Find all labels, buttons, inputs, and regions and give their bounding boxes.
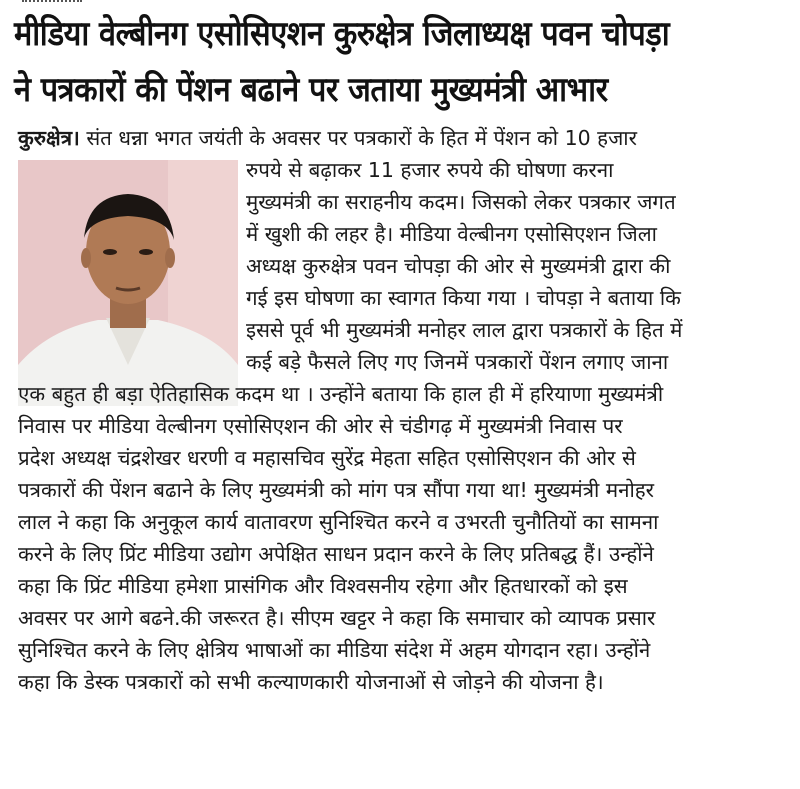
body-line-3: मुख्यमंत्री का सराहनीय कदम। जिसको लेकर पत्रकार जगत	[246, 190, 676, 214]
headline	[14, 6, 716, 118]
body-line-4: में खुशी की लहर है। मीडिया वेल्बीनग एसोसिएशन जिला	[246, 222, 657, 246]
body-text: संत धन्ना भगत जयंती के अवसर पर पत्रकारों के हित में पेंशन को 10 हजार	[79, 126, 637, 150]
article-body	[18, 122, 788, 698]
body-line-6: गई इस घोषणा का स्वागत किया गया । चोपड़ा ने बताया कि	[246, 286, 681, 310]
body-line-18: कहा कि डेस्क पत्रकारों को सभी कल्याणकारी योजनाओं से जोड़ने की योजना है।	[18, 670, 604, 694]
body-line-14: करने के लिए प्रिंट मीडिया उद्योग अपेक्षित साधन प्रदान करने के लिए प्रतिबद्ध हैं। उन्होंने	[18, 542, 654, 566]
body-line-17: सुनिश्चित करने के लिए क्षेत्रिय भाषाओं का मीडिया संदेश में अहम योगदान रहा। उन्होंने	[18, 638, 651, 662]
headline-line-2: ने पत्रकारों की पेंशन बढाने पर जताया मुख्यमंत्री आभार	[14, 70, 608, 110]
body-line-9: एक बहुत ही बड़ा ऐतिहासिक कदम था । उन्होंने बताया कि हाल ही में हरियाणा मुख्यमंत्री	[18, 382, 664, 406]
body-line-5: अध्यक्ष कुरुक्षेत्र पवन चोपड़ा की ओर से मुख्यमंत्री द्वारा की	[246, 254, 671, 278]
body-line-2: रुपये से बढ़ाकर 11 हजार रुपये की घोषणा करना	[246, 158, 614, 182]
body-line-12: पत्रकारों की पेंशन बढाने के लिए मुख्यमंत्री को मांग पत्र सौंपा गया था! मुख्यमंत्री मनोहर	[18, 478, 655, 502]
body-line-11: प्रदेश अध्यक्ष चंद्रशेखर धरणी व महासचिव सुरेंद्र मेहता सहित एसोसिएशन की ओर से	[18, 446, 636, 470]
body-line-15: कहा कि प्रिंट मीडिया हमेशा प्रासंगिक और विश्वसनीय रहेगा और हितधारकों को इस	[18, 574, 628, 598]
body-line-7: इससे पूर्व भी मुख्यमंत्री मनोहर लाल द्वारा पत्रकारों के हित में	[246, 318, 683, 342]
body-line-10: निवास पर मीडिया वेल्बीनग एसोसिएशन की ओर से चंडीगढ़ में मुख्यमंत्री निवास पर	[18, 414, 623, 438]
body-line-8: कई बड़े फैसले लिए गए जिनमें पत्रकारों पेंशन लगाए जाना	[246, 350, 669, 374]
body-line-16: अवसर पर आगे बढने.की जरूरत है। सीएम खट्टर ने कहा कि समाचार को व्यापक प्रसार	[18, 606, 656, 630]
headline-line-1: मीडिया वेल्बीनग एसोसिएशन कुरुक्षेत्र जिलाध्यक्ष पवन चोपड़ा	[14, 14, 670, 54]
body-line-1	[18, 122, 788, 154]
dateline: कुरुक्षेत्र।	[18, 126, 80, 150]
body-line-13: लाल ने कहा कि अनुकूल कार्य वातावरण सुनिश्चित करने व उभरती चुनौतियों का सामना	[18, 510, 659, 534]
